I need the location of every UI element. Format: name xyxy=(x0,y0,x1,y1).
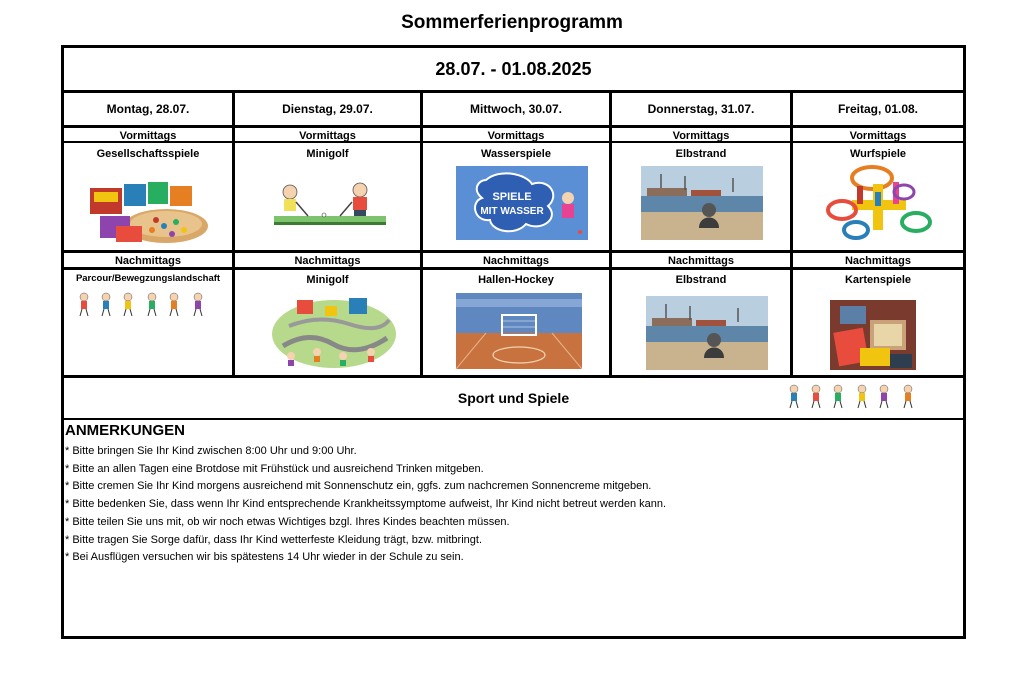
activity-name: Gesellschaftsspiele xyxy=(96,148,200,160)
activity-name: Parcour/Bewegzungslandschaft xyxy=(75,273,221,284)
note-item: * Bei Ausflügen versuchen wir bis spätestens 14 Uhr wieder in der Schule zu sein. xyxy=(65,551,464,564)
water-splash-icon xyxy=(456,166,588,240)
day-header: Montag, 28.07. xyxy=(106,102,190,116)
beach-harbor-icon xyxy=(646,296,768,370)
afternoon-label: Nachmittags xyxy=(667,255,735,267)
grid-line xyxy=(64,418,963,420)
activity-name: Wasserspiele xyxy=(481,148,551,160)
note-item: * Bitte tragen Sie Sorge dafür, dass Ihr Kind wetterfeste Kleidung trägt, bzw. mitbringt. xyxy=(65,533,483,546)
schedule-table xyxy=(61,45,966,639)
day-header: Donnerstag, 31.07. xyxy=(647,102,755,116)
afternoon-label: Nachmittags xyxy=(294,255,361,267)
afternoon-label: Nachmittags xyxy=(114,255,182,267)
day-header: Freitag, 01.08. xyxy=(837,102,919,116)
board-games-icon xyxy=(86,180,210,246)
activity-name: Minigolf xyxy=(306,148,349,160)
activity-name: Elbstrand xyxy=(675,274,727,286)
minigolf-course-icon xyxy=(269,290,399,370)
sports-hall-icon xyxy=(456,293,582,369)
day-header: Dienstag, 29.07. xyxy=(282,102,373,116)
card-games-icon xyxy=(830,300,916,370)
children-playing-icon xyxy=(74,292,214,318)
footer-label: Sport und Spiele xyxy=(457,390,570,406)
note-item: * Bitte cremen Sie Ihr Kind morgens ausreichend mit Sonnenschutz ein, ggfs. zum nachcremen Sonnencreme mitgeben. xyxy=(65,480,652,493)
activity-name: Hallen-Hockey xyxy=(478,274,554,286)
afternoon-label: Nachmittags xyxy=(844,255,912,267)
note-item: * Bitte bringen Sie Ihr Kind zwischen 8:00 Uhr und 9:00 Uhr. xyxy=(65,445,357,457)
beach-harbor-icon xyxy=(641,166,763,240)
activity-name: Minigolf xyxy=(306,274,349,286)
minigolf-kids-icon xyxy=(264,182,392,228)
morning-label: Vormittags xyxy=(119,130,177,142)
svg-text:MIT WASSER: MIT WASSER xyxy=(480,206,544,217)
page-title: Sommerferienprogramm xyxy=(401,12,623,33)
morning-label: Vormittags xyxy=(299,130,356,142)
children-playing-icon xyxy=(784,384,924,410)
note-item: * Bitte an allen Tagen eine Brotdose mit Frühstück und ausreichend Trinken mitgeben. xyxy=(65,462,484,475)
morning-label: Vormittags xyxy=(487,130,545,142)
afternoon-label: Nachmittags xyxy=(482,255,550,267)
svg-text:SPIELE: SPIELE xyxy=(492,191,532,203)
morning-label: Vormittags xyxy=(849,130,907,142)
morning-label: Vormittags xyxy=(672,130,730,142)
day-header: Mittwoch, 30.07. xyxy=(469,102,563,116)
ring-toss-icon xyxy=(824,164,934,244)
note-item: * Bitte teilen Sie uns mit, ob wir noch etwas Wichtiges bzgl. Ihres Kindes beachten müssen. xyxy=(65,515,510,528)
activity-name: Kartenspiele xyxy=(844,274,912,286)
notes-section xyxy=(65,421,945,567)
notes-title: ANMERKUNGEN xyxy=(65,422,185,439)
week-range: 28.07. - 01.08.2025 xyxy=(435,59,592,79)
activity-name: Elbstrand xyxy=(675,148,727,160)
activity-name: Wurfspiele xyxy=(849,148,907,160)
note-item: * Bitte bedenken Sie, dass wenn Ihr Kind entsprechende Krankheitssymptome aufweist, Ihr Kind nicht betreut werden kann. xyxy=(65,498,667,511)
